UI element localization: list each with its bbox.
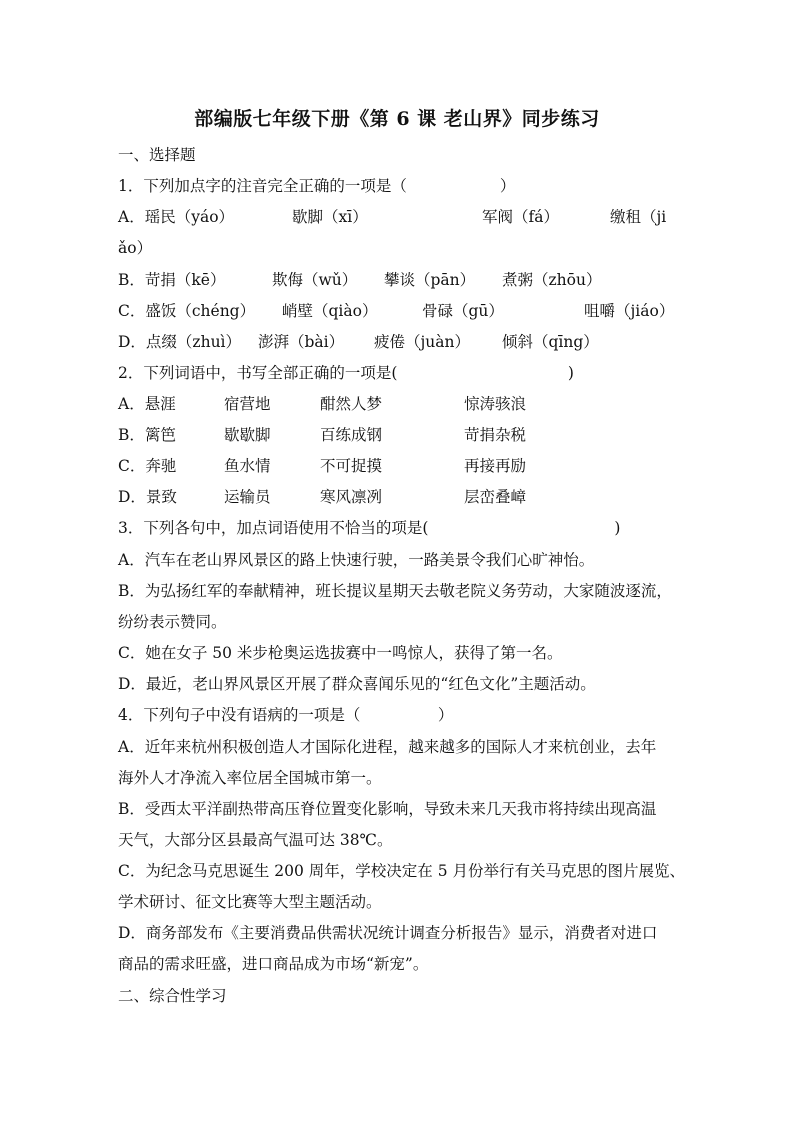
option-c-word-1: C．奔驰 [118,457,177,475]
question-4-option-b-continued: 天气，大部分区县最高气温可达 38℃。 [118,831,393,849]
option-a-word-4: 缴租（ji [610,208,667,226]
option-c-word-4: 咀嚼（jiáo） [584,302,675,320]
option-b-word-1: B．苛捐（kē） [118,271,226,289]
question-3-option-b[interactable]: B．为弘扬红军的奉献精神，班长提议星期天去敬老院义务劳动，大家随波逐流， [118,582,672,600]
option-b-word-4: 煮粥（zhōu） [502,271,602,289]
option-c-word-2: 峭壁（qiào） [282,302,378,320]
option-d-word-3: 疲倦（juàn） [374,333,471,351]
option-b-word-4: 苛捐杂税 [464,426,527,444]
option-d-word-2: 运输员 [224,488,271,506]
option-a-word-4: 惊涛骇浪 [464,395,527,413]
option-b-word-1: B．篱笆 [118,426,176,444]
option-a-word-1: A．瑶民（yáo） [118,208,235,226]
question-4-option-c-continued: 学术研讨、征文比赛等大型主题活动。 [118,893,382,911]
question-1-option-a-continued: ǎo） [118,239,153,257]
question-3-option-c[interactable]: C．她在女子 50 米步枪奥运选拔赛中一鸣惊人，获得了第一名。 [118,644,563,662]
question-4-option-d[interactable]: D．商务部发布《主要消费品供需状况统计调查分析报告》显示，消费者对进口 [118,924,658,942]
option-d-word-2: 澎湃（bài） [258,333,345,351]
question-4-option-d-continued: 商品的需求旺盛，进口商品成为市场“新宠”。 [118,955,429,973]
option-c-word-1: C．盛饭（chéng） [118,302,256,320]
question-4-option-c[interactable]: C．为纪念马克思诞生 200 周年，学校决定在 5 月份举行有关马克思的图片展览、 [118,862,686,880]
option-a-word-2: 歇脚（xī） [292,208,368,226]
question-3-option-d[interactable]: D．最近，老山界风景区开展了群众喜闻乐见的“红色文化”主题活动。 [118,675,596,693]
option-d-word-4: 层峦叠嶂 [464,488,527,506]
question-4-option-a[interactable]: A．近年来杭州积极创造人才国际化进程，越来越多的国际人才来杭创业，去年 [118,738,657,756]
option-a-word-3: 军阀（fá） [482,208,559,226]
option-c-word-3: 不可捉摸 [320,457,383,475]
option-d-word-4: 倾斜（qīng） [502,333,599,351]
option-d-word-1: D．点缀（zhuì） [118,333,242,351]
question-2-stem: 2．下列词语中，书写全部正确的一项是( ) [118,364,574,382]
option-a-word-2: 宿营地 [224,395,271,413]
question-4-stem: 4．下列句子中没有语病的一项是（ ） [118,706,454,724]
question-4-option-b[interactable]: B．受西太平洋副热带高压脊位置变化影响，导致未来几天我市将持续出现高温 [118,800,657,818]
option-a-word-1: A．悬涯 [118,395,176,413]
option-b-word-2: 欺侮（wǔ） [272,271,358,289]
page-title: 部编版七年级下册《第 6 课 老山界》同步练习 [194,108,600,130]
option-a-word-3: 酣然人梦 [320,395,383,413]
option-b-word-2: 歇歇脚 [224,426,271,444]
option-c-word-2: 鱼水情 [224,457,271,475]
question-3-option-a[interactable]: A．汽车在老山界风景区的路上快速行驶，一路美景令我们心旷神怡。 [118,551,595,569]
section-heading-choice: 一、选择题 [118,146,196,164]
option-d-word-1: D．景致 [118,488,177,506]
question-3-stem: 3．下列各句中，加点词语使用不恰当的项是( ) [118,519,621,537]
option-d-word-3: 寒风凛冽 [320,488,383,506]
option-c-word-4: 再接再励 [464,457,527,475]
option-b-word-3: 攀谈（pān） [384,271,476,289]
question-3-option-b-continued: 纷纷表示赞同。 [118,613,227,631]
option-c-word-3: 骨碌（gū） [422,302,504,320]
question-4-option-a-continued: 海外人才净流入率位居全国城市第一。 [118,769,382,787]
section-heading-integrated: 二、综合性学习 [118,987,227,1005]
option-b-word-3: 百练成钢 [320,426,383,444]
question-1-stem: 1．下列加点字的注音完全正确的一项是（ ） [118,177,516,195]
